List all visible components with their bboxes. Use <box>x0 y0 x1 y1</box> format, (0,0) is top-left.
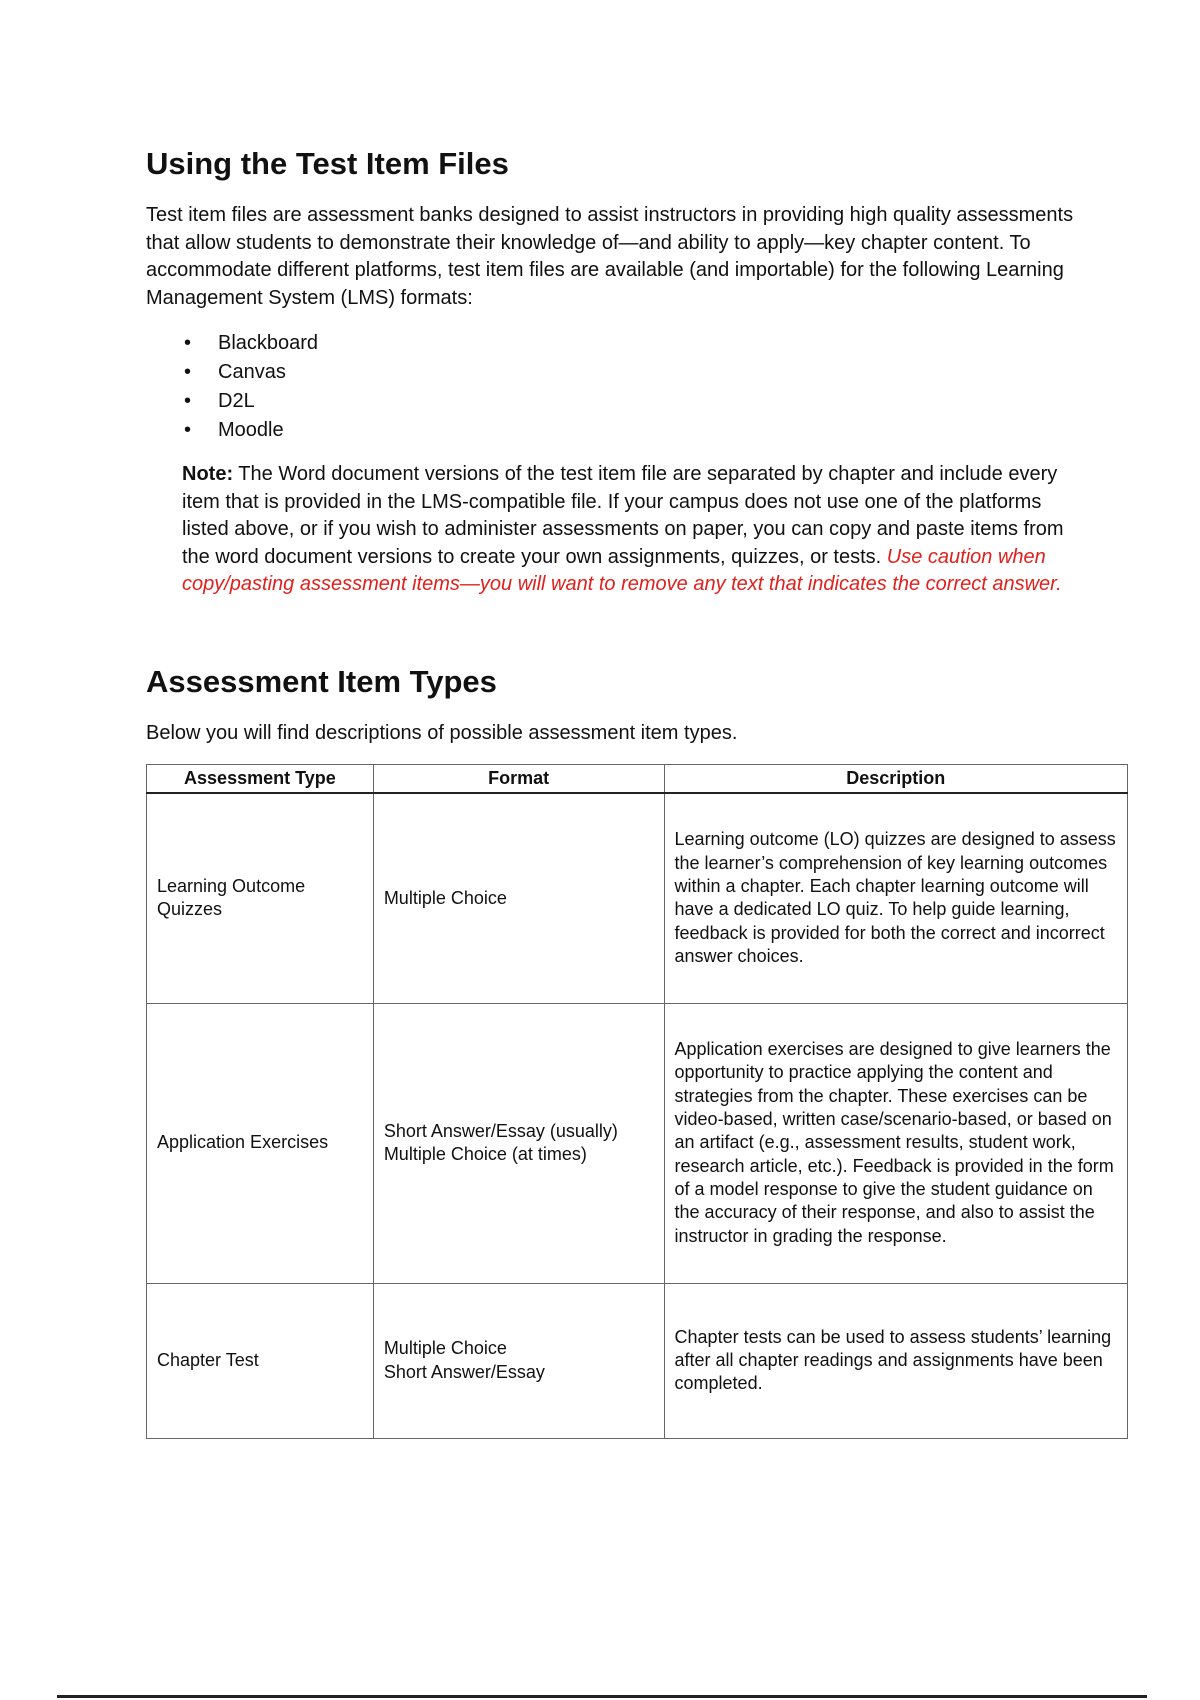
bullet-icon: • <box>184 390 192 412</box>
section-title-assessment-item-types: Assessment Item Types <box>146 664 497 699</box>
list-item <box>146 358 846 387</box>
bullet-icon: • <box>184 419 192 441</box>
format-line: Multiple Choice <box>383 1338 507 1359</box>
list-item <box>146 387 846 416</box>
caution-text: Use caution when copy/pasting assessment items—you will want to remove any text that indicates the correct answer. <box>182 545 1062 596</box>
header-format: Format <box>373 765 664 794</box>
note-paragraph <box>182 461 1092 599</box>
header-assessment-type: Assessment Type <box>147 765 374 794</box>
bullet-icon: • <box>184 361 192 383</box>
header-description: Description <box>664 765 1127 794</box>
cell-description: Chapter tests can be used to assess students’ learning after all chapter readings and assignments have been completed. <box>664 1283 1127 1438</box>
bullet-icon: • <box>184 332 192 354</box>
intro-paragraph: Test item files are assessment banks designed to assist instructors in providing high quality assessments that allow students to demonstrate their knowledge of—and ability to apply—key chapter content. To accommodate different platforms, test item files are available (and importable) for the following Learning Management System (LMS) formats: <box>146 204 1074 309</box>
cell-type: Learning Outcome Quizzes <box>147 793 374 1003</box>
note-label: Note: <box>182 463 234 485</box>
cell-format <box>373 1003 664 1283</box>
list-item-label: D2L <box>218 390 255 412</box>
cell-type: Application Exercises <box>147 1003 374 1283</box>
cell-type: Chapter Test <box>147 1283 374 1438</box>
assessment-types-table <box>146 764 1128 1439</box>
format-line: Multiple Choice (at times) <box>383 1144 587 1164</box>
footer-rule <box>57 1695 1147 1698</box>
list-item-label: Blackboard <box>218 332 319 354</box>
list-item-label: Canvas <box>218 361 286 383</box>
cell-description: Application exercises are designed to give learners the opportunity to practice applying the content and strategies from the chapter. These exercises can be video-based, written case/scenario-based, or based on an artifact (e.g., assessment results, student work, research article, etc.). Feedback is provided in the form of a model response to give the student guidance on the accuracy of their response, and also to assist the instructor in grading the response. <box>664 1003 1127 1283</box>
list-item <box>146 329 846 358</box>
table-row <box>147 1283 1128 1438</box>
table-row <box>147 793 1128 1003</box>
cell-format <box>373 793 664 1003</box>
format-line: Short Answer/Essay (usually) <box>383 1120 618 1141</box>
cell-format <box>373 1283 664 1438</box>
lms-format-list <box>146 329 846 445</box>
format-line: Multiple Choice <box>383 887 507 908</box>
cell-description: Learning outcome (LO) quizzes are designed to assess the learner’s comprehension of key learning outcomes within a chapter. Each chapter learning outcome will have a dedicated LO quiz. To help guide learning, feedback is provided for both the correct and incorrect answer choices. <box>664 793 1127 1003</box>
list-item-label: Moodle <box>218 419 284 441</box>
note-text: The Word document versions of the test item file are separated by chapter and include every item that is provided in the LMS-compatible file. If your campus does not use one of the platforms listed above, or if you wish to administer assessments on paper, you can copy and paste items from the word document versions to create your own assignments, quizzes, or tests. <box>182 463 1064 568</box>
list-item <box>146 416 846 445</box>
table-header-row <box>147 765 1128 794</box>
section2-intro: Below you will find descriptions of possible assessment item types. <box>146 722 738 744</box>
table-row <box>147 1003 1128 1283</box>
format-line: Short Answer/Essay <box>383 1361 545 1382</box>
section-title-using-test-item-files: Using the Test Item Files <box>146 146 509 181</box>
